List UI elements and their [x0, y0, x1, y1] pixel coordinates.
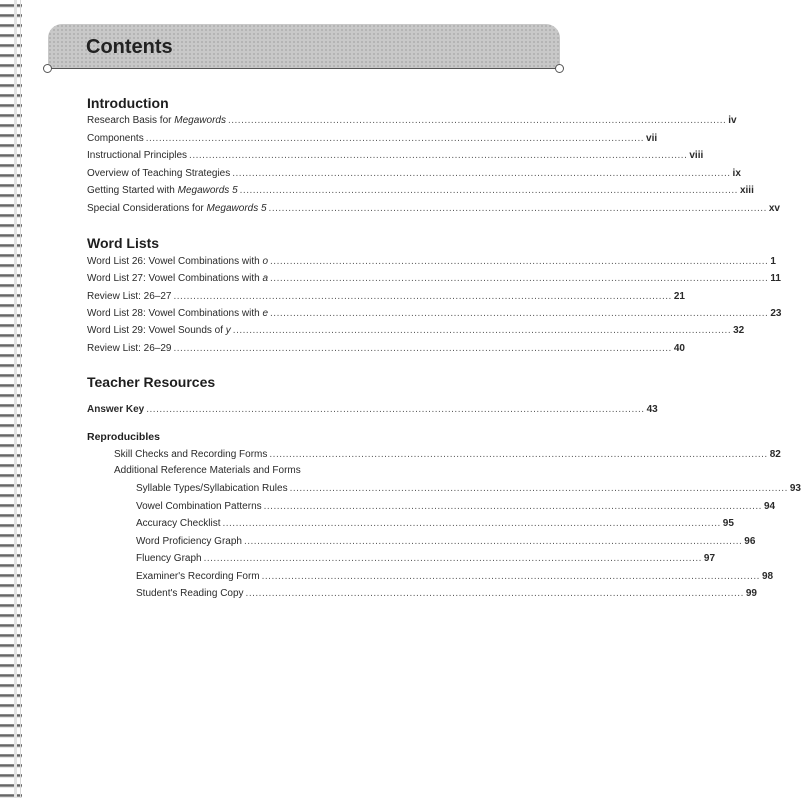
section-title-introduction: Introduction	[87, 95, 169, 111]
toc-entry-page: 43	[646, 404, 658, 415]
toc-entry-reproducible-4[interactable]	[136, 552, 716, 566]
rule-end-dot-left	[43, 64, 52, 73]
toc-entry-label-italic: a	[262, 273, 269, 285]
toc-entry-label: Word Proficiency Graph	[136, 535, 242, 547]
toc-entry-page: 1	[770, 256, 776, 267]
toc-entry-intro-5[interactable]	[87, 202, 780, 216]
toc-entry-intro-2[interactable]	[87, 149, 704, 163]
leader-dots: ........................................................................................................................................................	[227, 115, 727, 126]
section-title-word-lists: Word Lists	[87, 235, 160, 251]
leader-dots: ........................................................................................................................................................	[268, 202, 767, 214]
toc-entry-intro-4[interactable]	[87, 184, 754, 198]
toc-entry-reproducible-5[interactable]	[136, 570, 774, 584]
toc-entry-label	[87, 342, 172, 356]
leader-dots: ........................................................................................................................................................	[239, 185, 738, 196]
toc-entry-label-italic: Megawords 5	[177, 185, 238, 196]
toc-entry-label-text: Word List 28: Vowel Combinations with	[87, 307, 263, 319]
toc-entry-label-text: Special Considerations for	[87, 202, 207, 214]
leader-dots: ........................................................................................................................................................	[289, 483, 788, 494]
toc-entry-page: 95	[722, 518, 734, 529]
leader-dots: ........................................................................................................................................................	[222, 518, 721, 529]
toc-entry-word-list-2[interactable]	[87, 290, 685, 304]
toc-entry-intro-3[interactable]	[87, 167, 741, 181]
toc-entry-reproducible-2[interactable]	[136, 517, 734, 531]
section-title-teacher-resources: Teacher Resources	[87, 374, 216, 390]
toc-entry-reproducible-3[interactable]	[136, 535, 756, 549]
toc-entry-label-italic: Megawords 5	[206, 202, 267, 214]
toc-entry-word-list-4[interactable]	[87, 324, 745, 338]
toc-entry-page: xv	[768, 202, 780, 214]
toc-entry-label-text: Word List 26: Vowel Combinations with	[87, 256, 263, 267]
toc-entry-label: Vowel Combination Patterns	[136, 500, 262, 512]
leader-dots: ........................................................................................................................................................	[232, 325, 732, 337]
toc-entry-label	[87, 307, 268, 321]
spiral-binding	[0, 0, 22, 798]
toc-entry-page: 23	[770, 307, 782, 319]
toc-entry-skill-checks[interactable]	[114, 448, 781, 462]
toc-entry-label: Additional Reference Materials and Forms	[114, 465, 301, 476]
toc-entry-page: 32	[733, 325, 745, 337]
leader-dots: ........................................................................................................................................................	[261, 570, 760, 582]
toc-entry-page: 21	[673, 290, 685, 302]
page-edge	[20, 0, 21, 798]
toc-entry-label-italic: Megawords	[174, 115, 226, 126]
toc-entry-page: ix	[732, 167, 741, 179]
toc-entry-label	[87, 184, 238, 198]
toc-entry-label-italic: e	[262, 307, 269, 319]
toc-entry-label: Accuracy Checklist	[136, 518, 221, 529]
leader-dots: ........................................................................................................................................................	[146, 404, 645, 415]
subsection-title-reproducibles: Reproducibles	[87, 431, 160, 443]
toc-entry-label: Fluency Graph	[136, 553, 202, 564]
leader-dots: ........................................................................................................................................................	[145, 132, 645, 144]
toc-entry-page: 94	[763, 500, 776, 512]
toc-entry-label	[87, 114, 226, 128]
header-rule	[48, 68, 560, 69]
toc-entry-label-text: Review List: 26–29	[87, 342, 172, 354]
toc-entry-page: xiii	[739, 185, 754, 196]
toc-entry-label	[87, 132, 144, 146]
leader-dots: ........................................................................................................................................................	[270, 273, 769, 285]
toc-entry-label-text: Word List 27: Vowel Combinations with	[87, 273, 263, 285]
toc-entry-page: 93	[789, 483, 801, 494]
toc-entry-page: 40	[673, 342, 685, 354]
toc-entry-label: Answer Key	[87, 404, 145, 415]
toc-entry-word-list-0[interactable]	[87, 255, 776, 269]
toc-entry-label-text: Components	[87, 132, 144, 144]
leader-dots: ........................................................................................................................................................	[173, 342, 672, 354]
leader-dots: ........................................................................................................................................................	[243, 535, 743, 547]
toc-entry-label	[87, 324, 231, 338]
toc-entry-page: 99	[745, 588, 757, 599]
toc-entry-label-text: Overview of Teaching Strategies	[87, 167, 231, 179]
leader-dots: ........................................................................................................................................................	[189, 150, 688, 161]
toc-entry-intro-1[interactable]	[87, 132, 658, 146]
toc-entry-label-text: Instructional Principles	[87, 150, 188, 161]
toc-entry-page: vii	[646, 132, 658, 144]
leader-dots: ........................................................................................................................................................	[263, 500, 762, 512]
leader-dots: ........................................................................................................................................................	[203, 553, 702, 564]
leader-dots: ........................................................................................................................................................	[269, 449, 768, 460]
toc-entry-word-list-5[interactable]	[87, 342, 685, 356]
toc-entry-reproducible-0[interactable]	[136, 482, 801, 496]
toc-entry-page: 11	[770, 273, 781, 285]
toc-entry-word-list-1[interactable]	[87, 272, 781, 286]
toc-entry-reproducible-1[interactable]	[136, 500, 776, 514]
toc-entry-page: iv	[728, 115, 737, 126]
leader-dots: ........................................................................................................................................................	[245, 588, 744, 599]
toc-entry-label	[87, 290, 172, 304]
toc-entry-reproducible-6[interactable]	[136, 587, 757, 601]
toc-entry-page: 82	[769, 449, 781, 460]
page-title: Contents	[86, 36, 173, 58]
toc-entry-label	[87, 272, 268, 286]
rule-end-dot-right	[555, 64, 564, 73]
toc-entry-word-list-3[interactable]	[87, 307, 782, 321]
leader-dots: ........................................................................................................................................................	[173, 290, 672, 302]
toc-entry-label-text: Getting Started with	[87, 185, 178, 196]
toc-entry-label-italic: y	[225, 325, 231, 337]
toc-entry-page: 98	[761, 570, 774, 582]
toc-entry-label: Skill Checks and Recording Forms	[114, 449, 268, 460]
toc-entry-label-text: Review List: 26–27	[87, 290, 172, 302]
toc-entry-label	[87, 167, 230, 181]
toc-entry-label-italic: o	[262, 256, 269, 267]
leader-dots: ........................................................................................................................................................	[232, 167, 731, 179]
toc-entry-page: 97	[703, 553, 716, 564]
toc-entry-page: viii	[689, 150, 704, 161]
toc-entry-label	[87, 149, 187, 163]
toc-entry-label: Examiner's Recording Form	[136, 570, 260, 582]
toc-entry-label	[87, 255, 268, 269]
leader-dots: ........................................................................................................................................................	[270, 307, 769, 319]
toc-entry-label-text: Word List 29: Vowel Sounds of	[87, 325, 226, 337]
toc-entry-intro-0[interactable]	[87, 114, 737, 128]
toc-entry-label-text: Research Basis for	[87, 115, 175, 126]
toc-entry-answer-key[interactable]	[87, 403, 658, 417]
leader-dots: ........................................................................................................................................................	[270, 256, 769, 267]
additional-materials-heading	[114, 464, 301, 478]
toc-entry-label	[87, 202, 267, 216]
toc-entry-label: Syllable Types/Syllabication Rules	[136, 483, 288, 494]
toc-entry-label: Student's Reading Copy	[136, 588, 244, 599]
toc-entry-page: 96	[744, 535, 756, 547]
